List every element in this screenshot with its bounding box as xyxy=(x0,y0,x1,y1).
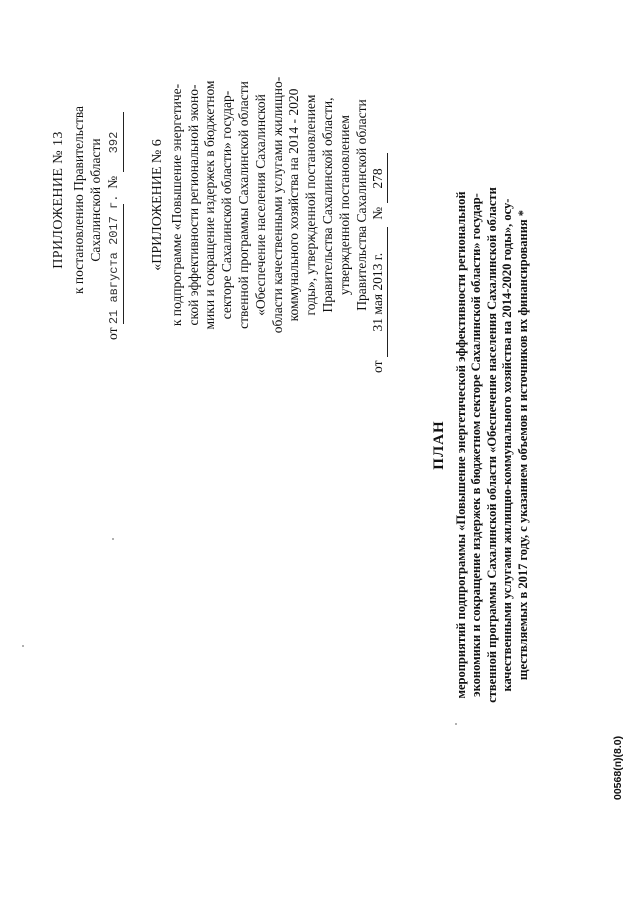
scan-speck xyxy=(112,538,114,540)
appendix-13-number-label: № xyxy=(105,175,120,189)
appendix-13-number: 392 xyxy=(106,113,124,173)
plan-line: качественными услугами жилищно-коммунального хозяйства на 2014-2020 годы», осу- xyxy=(500,198,514,692)
appendix-6-date: 31 мая 2013 г. xyxy=(370,227,388,357)
appendix-6-line: ственной программы Сахалинской области xyxy=(235,81,251,329)
appendix-6-date-row xyxy=(370,25,388,385)
appendix-6-number: 278 xyxy=(370,154,388,204)
appendix-6-line: секторе Сахалинской области» государ- xyxy=(219,90,235,320)
appendix-6-line: Правительства Сахалинской области, xyxy=(319,97,335,313)
plan-line: ществляемых в 2017 году, с указанием объемов и источников их финансирования * xyxy=(515,209,530,681)
appendix-6-line: области качественными услугами жилищно- xyxy=(269,76,285,334)
document-code: 00568(п)(8.0) xyxy=(612,735,624,800)
scan-speck xyxy=(22,645,24,647)
plan-line: экономики и сокращение издержек в бюджетном секторе Сахалинской области» государ- xyxy=(469,193,483,697)
appendix-6-line: Правительства Сахалинской области xyxy=(353,99,369,311)
appendix-6-line: годы», утвержденной постановлением xyxy=(303,94,319,316)
appendix-6-line: «Обеспечение населения Сахалинской xyxy=(252,94,268,316)
plan-line: мероприятий подпрограммы «Повышение энергетической эффективности региональной xyxy=(453,191,468,699)
appendix-6-line: мики и сокращение издержек в бюджетном xyxy=(202,80,218,330)
appendix-6-from-label: от xyxy=(370,360,386,373)
plan-heading: ПЛАН xyxy=(431,420,447,470)
appendix-13-from-label: от xyxy=(105,327,120,340)
appendix-13-line-2: Сахалинской области xyxy=(88,138,103,262)
plan-section xyxy=(432,25,531,865)
scan-speck xyxy=(455,723,457,725)
appendix-6-title: «ПРИЛОЖЕНИЕ № 6 xyxy=(150,139,165,271)
appendix-13-date: 21 августа 2017 г. xyxy=(106,204,124,324)
plan-line: ственной программы Сахалинской области «Обеспечение населения Сахалинской области xyxy=(484,187,499,703)
appendix-13-title: ПРИЛОЖЕНИЕ № 13 xyxy=(51,131,66,269)
appendix-13-header xyxy=(50,60,124,340)
appendix-6-header xyxy=(150,25,388,385)
appendix-6-line: утвержденной постановлением xyxy=(336,115,352,295)
appendix-13-date-row xyxy=(104,60,124,340)
appendix-6-line: коммунального хозяйства на 2014 - 2020 xyxy=(286,88,302,322)
appendix-6-number-label: № xyxy=(370,206,386,220)
appendix-13-line-1: к постановлению Правительства xyxy=(71,105,86,295)
appendix-6-line: к подпрограмме «Повышение энергетиче- xyxy=(168,83,184,327)
appendix-6-line: ской эффективности региональной эконо- xyxy=(185,84,201,326)
